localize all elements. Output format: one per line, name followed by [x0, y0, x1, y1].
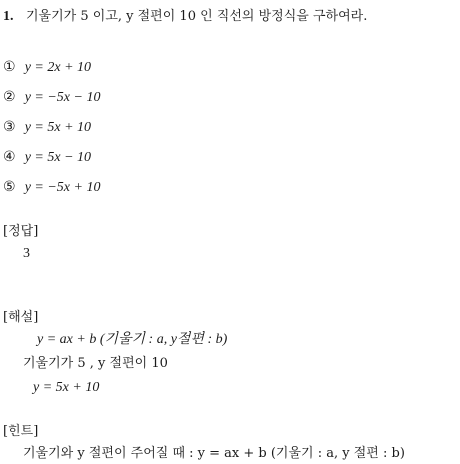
explanation-line-3: y = 5x + 10	[33, 380, 100, 395]
question-text: 기울기가 5 이고, y 절편이 10 인 직선의 방정식을 구하여라.	[26, 9, 368, 24]
choice-marker: ③	[3, 119, 16, 135]
hint-text: 기울기와 y 절편이 주어질 때 : y = ax + b (기울기 : a, y 절편 : b)	[23, 446, 405, 461]
choice-text: y = −5x + 10	[24, 180, 101, 195]
hint-label: [힌트]	[3, 424, 39, 439]
choice-marker: ⑤	[3, 179, 16, 195]
choice-2	[3, 90, 100, 105]
choice-text: y = 5x + 10	[24, 120, 92, 135]
choice-5	[3, 180, 100, 195]
choice-marker: ②	[3, 89, 16, 105]
choice-3	[3, 120, 91, 135]
choice-1	[3, 60, 91, 75]
choice-text: y = −5x − 10	[24, 90, 101, 105]
question-number: 1.	[3, 9, 14, 24]
choice-marker: ①	[3, 59, 16, 75]
choice-text: y = 5x − 10	[24, 150, 92, 165]
answer-label: [정답]	[3, 224, 39, 239]
choice-marker: ④	[3, 149, 16, 165]
explanation-line-1: y = ax + b (기울기 : a, y절편 : b)	[37, 332, 228, 347]
answer-value: 3	[23, 246, 30, 261]
choice-text: y = 2x + 10	[24, 60, 92, 75]
choice-4	[3, 150, 91, 165]
explanation-label: [해설]	[3, 310, 39, 325]
explanation-line-2: 기울기가 5 , y 절편이 10	[23, 356, 168, 371]
